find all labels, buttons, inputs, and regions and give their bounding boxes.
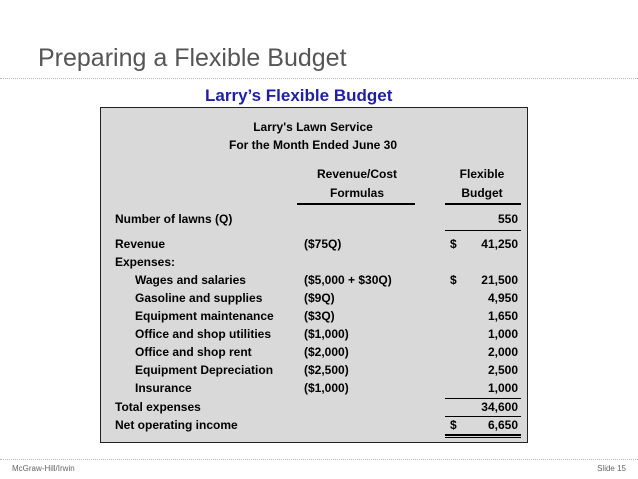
expense-value: 4,950	[487, 291, 518, 305]
revenue-formula: ($75Q)	[304, 237, 342, 251]
expense-label: Equipment Depreciation	[135, 363, 274, 377]
expense-dollar-sign: $	[450, 273, 457, 287]
expenses-label: Expenses:	[115, 255, 176, 269]
expense-label: Office and shop utilities	[135, 327, 272, 341]
lawns-label: Number of lawns (Q)	[115, 212, 233, 226]
flexible-budget-statement	[100, 107, 528, 443]
expense-value: 1,000	[487, 381, 518, 395]
expense-value: 1,650	[487, 309, 518, 323]
expense-value: 2,500	[487, 363, 518, 377]
net-income-dollar-sign: $	[450, 418, 457, 432]
net-income-double-underline-second	[445, 437, 521, 438]
expense-formula: ($3Q)	[304, 309, 335, 323]
total-expenses-value: 34,600	[481, 400, 518, 414]
expense-formula: ($9Q)	[304, 291, 335, 305]
budget-header-underline	[445, 203, 521, 205]
budget-column-header: Flexible	[459, 167, 505, 181]
revenue-value: 41,250	[481, 237, 518, 251]
budget-column-header-line2: Budget	[461, 186, 503, 200]
footer-divider	[0, 459, 638, 460]
company-name: Larry's Lawn Service	[253, 120, 373, 134]
expense-label: Gasoline and supplies	[135, 291, 263, 305]
formula-column-header-line2: Formulas	[329, 186, 385, 200]
expense-value: 21,500	[481, 273, 518, 287]
budget-subtitle: Larry’s Flexible Budget	[205, 86, 393, 105]
expense-formula: ($5,000 + $30Q)	[304, 273, 392, 287]
lawns-underline	[445, 230, 521, 231]
net-income-double-underline	[445, 434, 521, 436]
expense-label: Wages and salaries	[135, 273, 246, 287]
expense-label: Office and shop rent	[135, 345, 252, 359]
footer-slide-number: Slide 15	[597, 464, 626, 473]
revenue-label: Revenue	[115, 237, 166, 251]
expense-value: 2,000	[487, 345, 518, 359]
formula-column-header: Revenue/Cost	[316, 167, 398, 181]
total-expenses-label: Total expenses	[115, 400, 201, 414]
footer-publisher: McGraw-Hill/Irwin	[12, 464, 75, 473]
expense-label: Equipment maintenance	[135, 309, 274, 323]
net-income-label: Net operating income	[115, 418, 238, 432]
revenue-dollar-sign: $	[450, 237, 457, 251]
total-underline	[445, 416, 521, 417]
lawns-value: 550	[497, 212, 518, 226]
formula-header-underline	[297, 203, 415, 205]
statement-period: For the Month Ended June 30	[228, 138, 398, 152]
expense-formula: ($2,500)	[304, 363, 349, 377]
expense-formula: ($1,000)	[304, 327, 349, 341]
title-divider	[0, 78, 638, 79]
expense-label: Insurance	[135, 381, 192, 395]
net-income-value: 6,650	[487, 418, 518, 432]
expenses-underline	[445, 398, 521, 399]
expense-value: 1,000	[487, 327, 518, 341]
slide-title: Preparing a Flexible Budget	[38, 44, 347, 72]
expense-formula: ($1,000)	[304, 381, 349, 395]
expense-formula: ($2,000)	[304, 345, 349, 359]
